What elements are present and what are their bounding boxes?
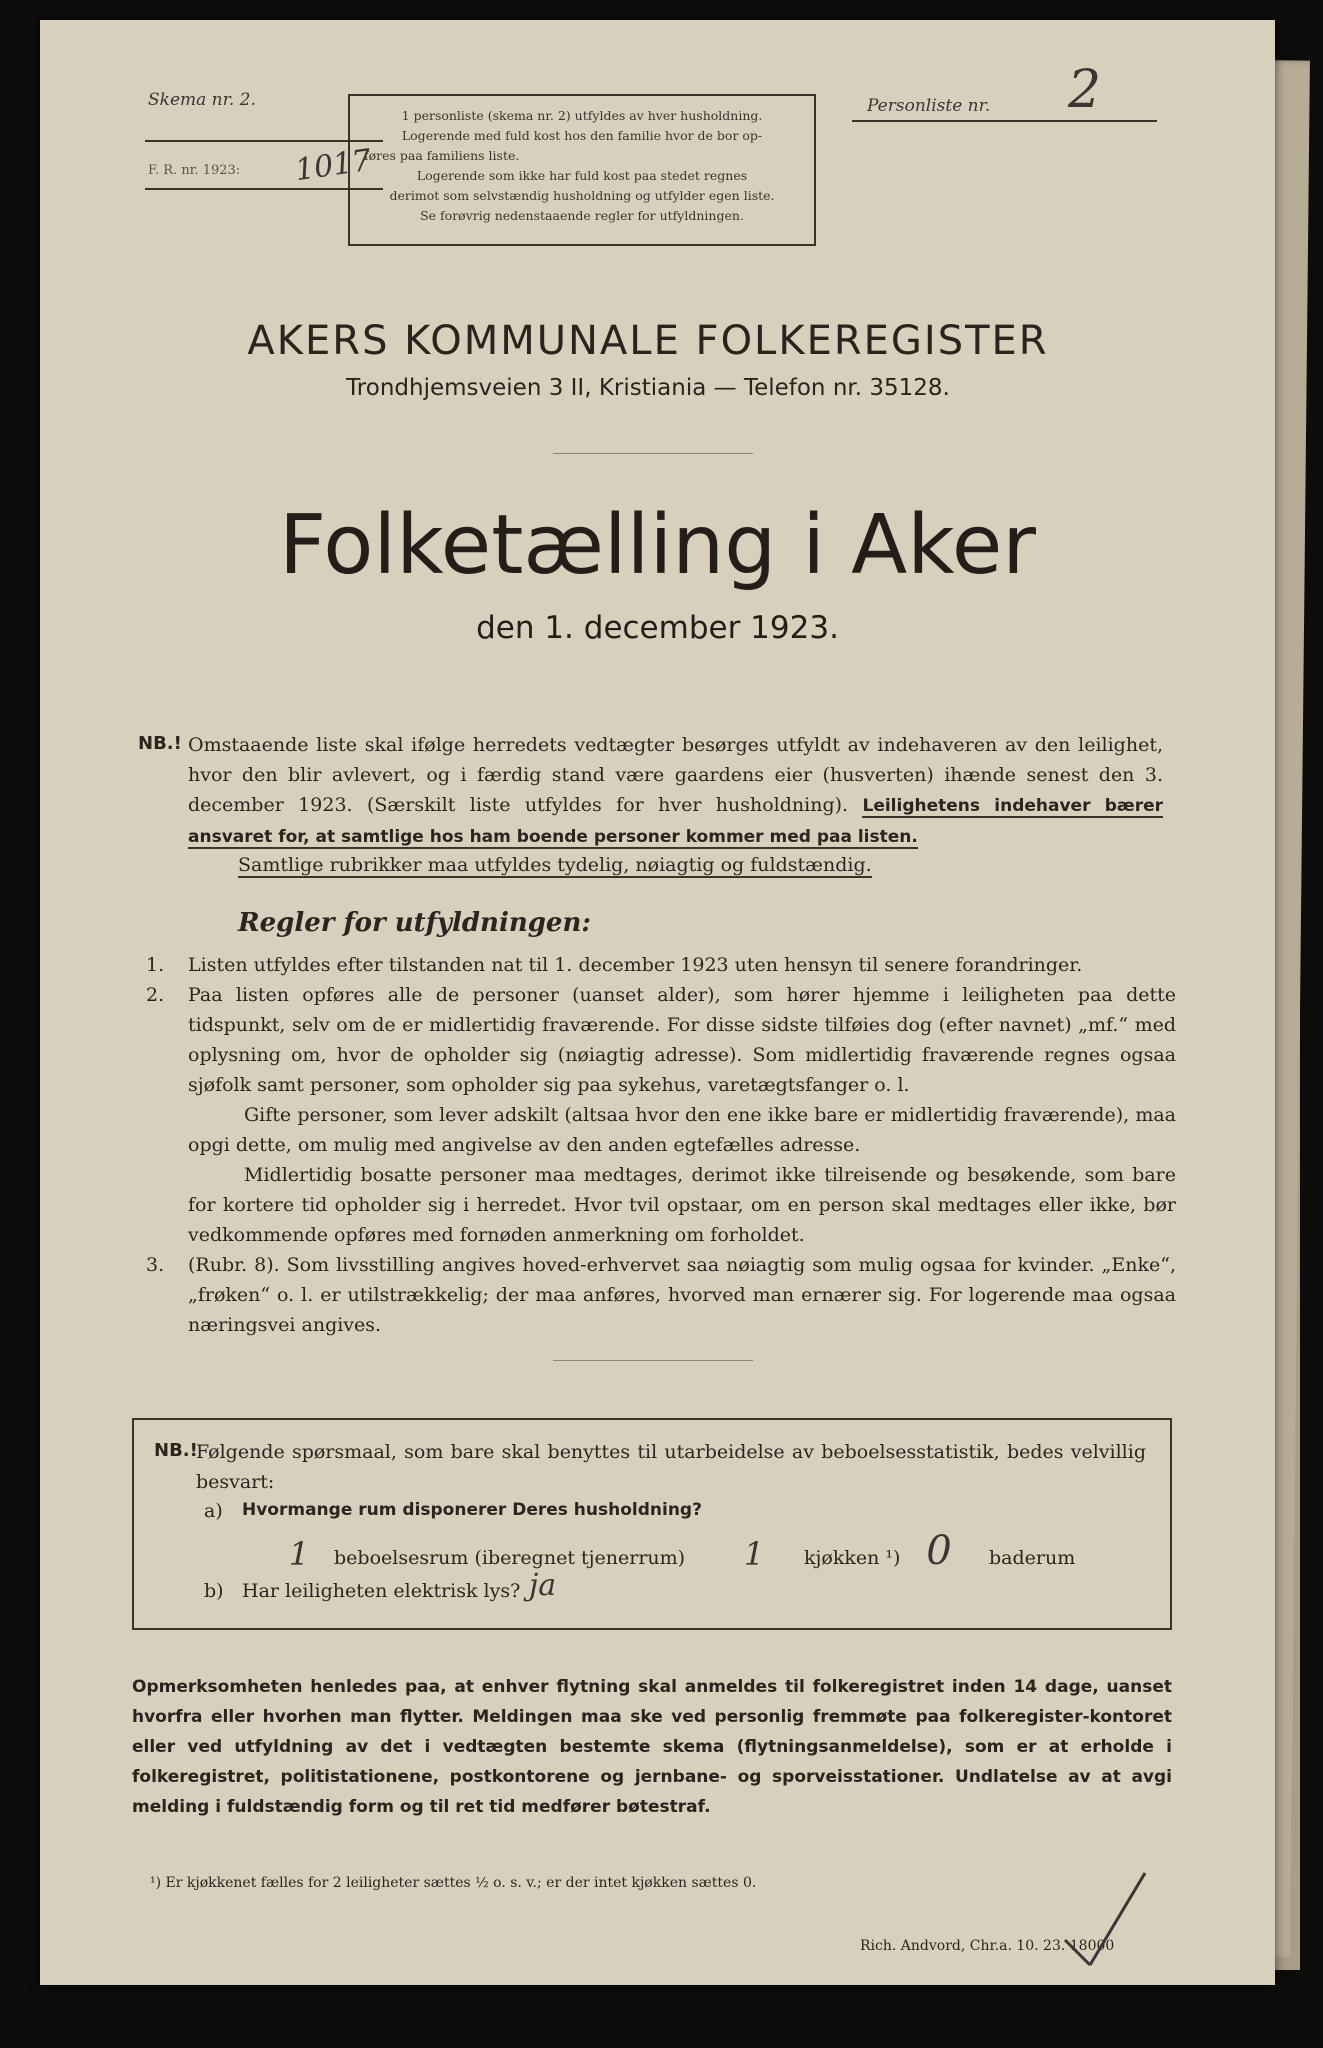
rule-item [146, 1100, 1176, 1160]
rule-number: 2. [146, 984, 165, 1006]
rooms-handwritten-value: 1 [288, 1535, 310, 1573]
divider [553, 453, 753, 454]
rule-text: Gifte personer, som lever adskilt (altsaa hvor den ene ikke bare er midlertidig fraværende), maa opgi dette, om mulig med angivelse av den anden egtefælles adresse. [188, 1104, 1176, 1156]
rule-text: Paa listen opføres alle de personer (uanset alder), som hører hjemme i leiligheten paa dette tidspunkt, selv om de er midlertidig fraværende. For disse sidste tilføies dog (efter navnet) „mf.“ med oplysning om, hvor de opholder sig (nøiagtig adresse). Som midlertidig fraværende regnes ogsaa sjøfolk samt personer, som opholder sig paa sykehus, varetægtsfanger o. l. [188, 984, 1176, 1096]
box-line: Logerende som ikke har fuld kost paa stedet regnes [416, 168, 748, 183]
footnote: ¹) Er kjøkkenet fælles for 2 leiligheter sættes ½ o. s. v.; er der intet kjøkken sættes 0. [150, 1875, 757, 1891]
census-form-page [40, 20, 1275, 1985]
office-name: AKERS KOMMUNALE FOLKEREGISTER [247, 318, 1049, 364]
fr-handwritten-number: 1017 [292, 142, 374, 189]
question-b-text: Har leiligheten elektrisk lys? [242, 1580, 521, 1602]
rule-item [146, 980, 1176, 1100]
electric-light-handwritten-answer: ja [529, 1568, 557, 1603]
nb2-intro: Følgende spørsmaal, som bare skal benyttes til utarbeidelse av beboelsesstatistik, bedes velvillig besvart: [196, 1441, 1146, 1493]
rule-number [146, 1160, 188, 1250]
question-a [242, 1500, 702, 1520]
rule-number: 3. [146, 1254, 165, 1276]
rule-text: Listen utfyldes efter tilstanden nat til 1. december 1923 uten hensyn til senere forandringer. [188, 954, 1083, 976]
page-title: Folketælling i Aker [279, 498, 1036, 593]
moving-notice: Opmerksomheten henledes paa, at enhver flytning skal anmeldes til folkeregistret inden 14 dage, uanset hvorfra eller hvorhen man flytter. Meldingen maa ske ved personlig fremmøte paa folkeregister-kontoret eller ved utfyldning av det i vedtægten bestemte skema (flytningsanmeldelse), som er at erholde i folkeregistret, politistationene, postkontorene og jernbane- og sporveisstationer. Undlatelse av at avgi melding i fuldstændig form og til ret tid medfører bøtestraf. [132, 1677, 1172, 1817]
bath-handwritten-value: 0 [926, 1528, 952, 1574]
nb-label: NB.! [138, 733, 182, 754]
box-line: derimot som selvstændig husholdning og utfylder egen liste. [389, 188, 775, 203]
rooms-label: beboelsesrum (iberegnet tjenerrum) [334, 1547, 686, 1569]
rule-item [146, 950, 1176, 980]
rule-text: (Rubr. 8). Som livsstilling angives hoved-erhvervet saa nøiagtig som mulig ogsaa for kvinder. „Enke“, „frøken“ o. l. er utilstrækkelig; der maa anføres, hvorved man ernærer sig. For logerende maa ogsaa næringsvei angives. [188, 1254, 1176, 1336]
fr-label: F. R. nr. 1923: [148, 163, 241, 178]
divider [553, 1360, 753, 1361]
rule-item [146, 1250, 1176, 1340]
page-subtitle: den 1. december 1923. [476, 610, 839, 646]
question-b-label: b) [204, 1580, 224, 1602]
question-a-label: a) [204, 1500, 223, 1522]
nb-line3 [238, 850, 872, 880]
checkmark-icon [1050, 1865, 1160, 1975]
skema-number: Skema nr. 2. [148, 90, 256, 110]
rules-list [146, 950, 1176, 1340]
box-line: føres paa familiens liste. [364, 148, 520, 163]
instruction-box [348, 94, 816, 246]
nb2-label: NB.! [154, 1440, 198, 1461]
kitchen-label: kjøkken ¹) [804, 1547, 901, 1569]
box-line: 1 personliste (skema nr. 2) utfyldes av hver husholdning. [401, 108, 763, 123]
personliste-handwritten-number: 2 [1068, 60, 1102, 120]
office-address: Trondhjemsveien 3 II, Kristiania — Telefon nr. 35128. [346, 375, 950, 401]
kitchen-handwritten-value: 1 [743, 1535, 765, 1573]
nb-line3-text: Samtlige rubrikker maa utfyldes tydelig, nøiagtig og fuldstændig. [238, 854, 872, 876]
nb-paragraph [188, 730, 1163, 852]
nb-bold-text: Leilighetens indehaver bærer ansvaret for, at samtlige hos ham boende personer kommer med paa listen. [188, 796, 1164, 847]
question-a-text: Hvormange rum disponerer Deres husholdning? [242, 1500, 702, 1520]
rule-item [146, 1160, 1176, 1250]
housing-statistics-box [132, 1418, 1172, 1630]
printer-line: Rich. Andvord, Chr.a. 10. 23. 18000 [860, 1938, 1115, 1954]
rules-heading: Regler for utfyldningen: [238, 908, 591, 938]
rule-text: Midlertidig bosatte personer maa medtages, derimot ikke tilreisende og besøkende, som bare for kortere tid opholder sig i herredet. Hvor tvil opstaar, om en person skal medtages eller ikke, bør vedkommende opføres med fornøden anmerkning om forholdet. [188, 1164, 1176, 1246]
bath-label: baderum [989, 1547, 1076, 1569]
box-line: Logerende med fuld kost hos den familie hvor de bor op- [401, 128, 763, 143]
rule-number: 1. [146, 954, 165, 976]
rule-number [146, 1100, 188, 1160]
personliste-rule [852, 120, 1157, 122]
personliste-label: Personliste nr. [867, 96, 991, 116]
box-line: Se forøvrig nedenstaaende regler for utfyldningen. [420, 208, 744, 223]
nb-text: Omstaaende liste skal ifølge herredets vedtægter besørges utfyldt av indehaveren av den leilighet, hvor den blir avlevert, og i færdig stand være gaardens eier (husverten) ihænde senest den 3. december 1923. (Særskilt liste utfyldes for hver husholdning). [188, 734, 1163, 816]
